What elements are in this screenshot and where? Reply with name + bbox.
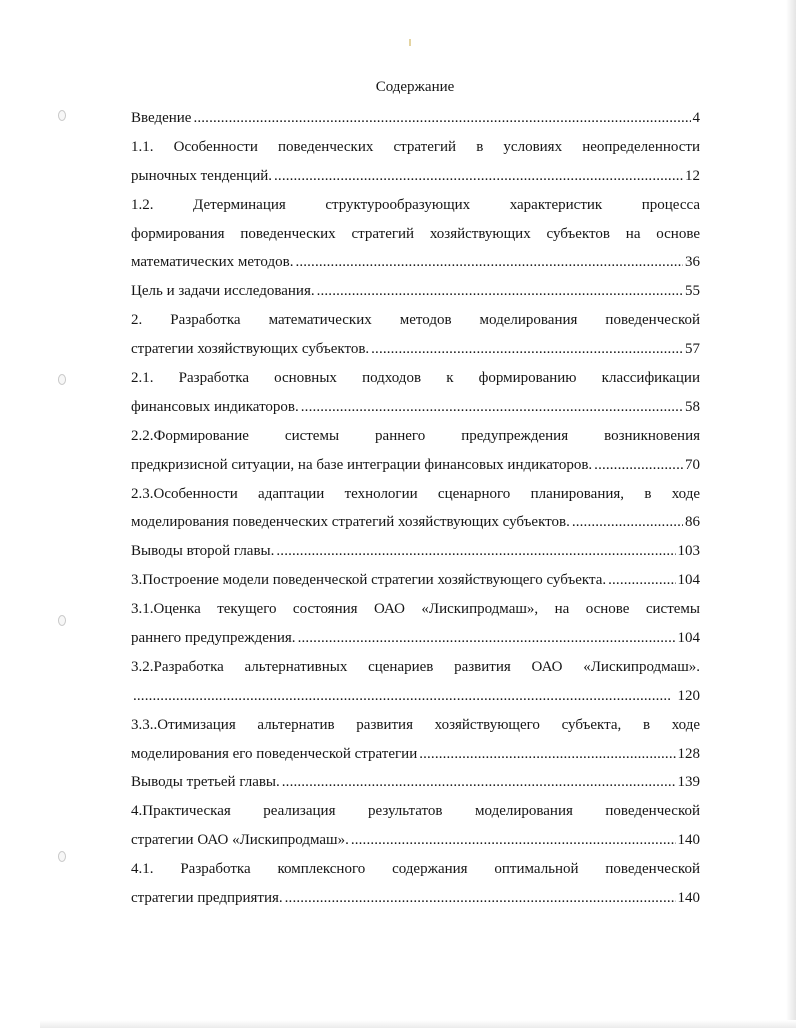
toc-entry xyxy=(131,595,700,653)
scan-speck xyxy=(409,39,411,46)
toc-entry-title: Введение xyxy=(131,110,192,126)
toc-entry-title: математических методов. xyxy=(131,254,294,271)
toc-page-number: 140 xyxy=(677,832,700,849)
toc-entry-title: предкризисной ситуации, на базе интеграции финансовых индикаторов. xyxy=(131,456,593,473)
toc-entry xyxy=(131,797,700,855)
toc-entry-last-line xyxy=(131,451,700,480)
dot-leader xyxy=(298,624,676,653)
dot-leader xyxy=(317,277,683,306)
toc-entry-last-line xyxy=(131,335,700,364)
toc-page-number: 103 xyxy=(677,543,700,560)
toc-entry xyxy=(131,191,700,278)
dot-leader xyxy=(295,248,683,277)
toc-page-number: 128 xyxy=(677,745,700,762)
toc-page-number: 104 xyxy=(677,630,700,647)
toc-entry-line: 2.2.Формирование системы раннего предупреждения возникновения xyxy=(131,427,700,444)
toc-page-number: 12 xyxy=(685,167,700,184)
toc-entry-line: 1.2. Детерминация структурообразующих характеристик процесса xyxy=(131,196,700,213)
toc-entry-title: Цель и задачи исследования. xyxy=(131,283,315,300)
dot-leader xyxy=(419,740,675,769)
toc-entry-last-line xyxy=(131,624,700,653)
toc-entry-last-line xyxy=(131,682,700,711)
dot-leader xyxy=(285,884,676,913)
toc-entry-title: Выводы второй главы. xyxy=(131,543,275,560)
toc-entry-title: Выводы третьей главы. xyxy=(131,774,280,791)
toc-entry-title: моделирования его поведенческой стратегии xyxy=(131,745,418,762)
toc-entry-last-line xyxy=(131,566,700,595)
toc-page-number: 55 xyxy=(685,283,700,300)
toc-entry xyxy=(131,480,700,538)
page-title: Содержание xyxy=(375,79,455,95)
punch-hole-mark xyxy=(58,615,66,626)
dot-leader xyxy=(572,508,683,537)
toc-entry-title: раннего предупреждения. xyxy=(131,630,296,647)
toc-entry xyxy=(131,133,700,191)
toc-entry-last-line xyxy=(131,884,700,913)
toc-entry-line: 4.Практическая реализация результатов моделирования поведенческой xyxy=(131,803,700,820)
toc-entry xyxy=(131,537,700,566)
toc-page-number: 139 xyxy=(677,774,700,791)
toc-entry-line: 2. Разработка математических методов моделирования поведенческой xyxy=(131,312,700,329)
toc-page-number: 104 xyxy=(677,572,700,589)
toc-entry-line: 2.3.Особенности адаптации технологии сценарного планирования, в ходе xyxy=(131,485,700,502)
toc-entry-last-line xyxy=(131,277,700,306)
punch-hole-mark xyxy=(58,110,66,121)
toc-page-number: 140 xyxy=(677,890,700,907)
toc-entry-line: 3.2.Разработка альтернативных сценариев развития ОАО «Лискипродмаш». xyxy=(131,658,700,675)
toc-entry xyxy=(131,306,700,364)
toc-entry-last-line xyxy=(131,248,700,277)
toc-page-number: 58 xyxy=(685,398,700,415)
toc-page-number: 36 xyxy=(685,254,700,271)
toc-entry-last-line xyxy=(131,740,700,769)
toc-page-number: 86 xyxy=(685,514,700,531)
toc-page-number: 120 xyxy=(677,687,700,704)
dot-leader xyxy=(274,162,683,191)
toc-entry xyxy=(131,277,700,306)
dot-leader xyxy=(193,104,690,133)
toc-entry xyxy=(131,364,700,422)
toc-entry-title: 3.Построение модели поведенческой стратегии хозяйствующего субъекта. xyxy=(131,572,607,589)
dot-leader xyxy=(276,537,675,566)
scan-edge-shadow xyxy=(786,0,796,1028)
toc-entry xyxy=(131,768,700,797)
toc-entry xyxy=(131,711,700,769)
toc-entry xyxy=(131,855,700,913)
dot-leader xyxy=(351,826,676,855)
toc-page-number: 57 xyxy=(685,341,700,358)
punch-hole-mark xyxy=(58,851,66,862)
dot-leader xyxy=(608,566,675,595)
toc-entry-last-line xyxy=(131,826,700,855)
toc-entry-last-line xyxy=(131,393,700,422)
toc-entry-line: 1.1. Особенности поведенческих стратегий в условиях неопределенности xyxy=(131,138,700,155)
toc-entry-title: стратегии хозяйствующих субъектов. xyxy=(131,341,370,358)
toc-entry xyxy=(131,104,700,133)
punch-hole-mark xyxy=(58,374,66,385)
table-of-contents xyxy=(131,104,700,913)
dot-leader xyxy=(594,451,683,480)
toc-page-number: 4 xyxy=(692,110,700,126)
toc-entry-title: стратегии предприятия. xyxy=(131,890,283,907)
toc-entry-title: моделирования поведенческих стратегий хозяйствующих субъектов. xyxy=(131,514,570,531)
toc-entry-last-line xyxy=(131,162,700,191)
toc-entry-title: стратегии ОАО «Лискипродмаш». xyxy=(131,832,349,849)
toc-entry-last-line xyxy=(131,508,700,537)
scan-bottom-shadow xyxy=(40,1020,796,1028)
toc-entry-line: 3.3..Отимизация альтернатив развития хозяйствующего субъекта, в ходе xyxy=(131,716,700,733)
dot-leader xyxy=(371,335,683,364)
toc-entry xyxy=(131,422,700,480)
toc-entry-last-line xyxy=(131,104,700,133)
toc-entry-last-line xyxy=(131,537,700,566)
toc-entry-line: 3.1.Оценка текущего состояния ОАО «Лискипродмаш», на основе системы xyxy=(131,601,700,618)
toc-page-number: 70 xyxy=(685,456,700,473)
toc-entry-last-line xyxy=(131,768,700,797)
toc-entry-line: формирования поведенческих стратегий хозяйствующих субъектов на основе xyxy=(131,225,700,242)
toc-entry-line: 2.1. Разработка основных подходов к формированию классификации xyxy=(131,370,700,387)
toc-entry xyxy=(131,653,700,711)
dot-leader xyxy=(133,682,676,711)
toc-entry-title: рыночных тенденций. xyxy=(131,167,273,184)
toc-entry xyxy=(131,566,700,595)
dot-leader xyxy=(282,768,676,797)
toc-entry-line: 4.1. Разработка комплексного содержания оптимальной поведенческой xyxy=(131,861,700,878)
dot-leader xyxy=(301,393,683,422)
toc-entry-title: финансовых индикаторов. xyxy=(131,398,299,415)
